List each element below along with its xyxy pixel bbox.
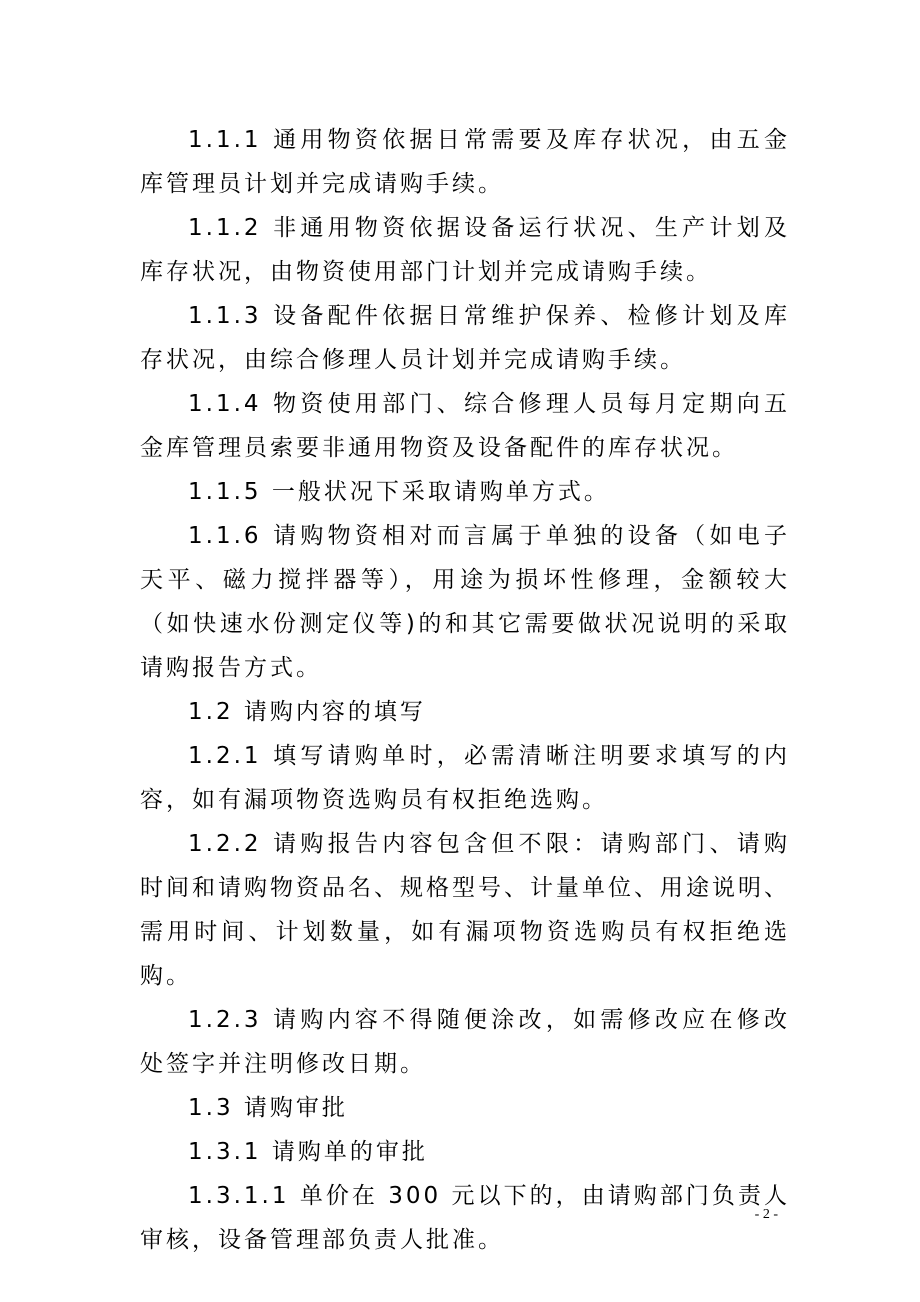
paragraph-1-1-4: 1.1.4 物资使用部门、综合修理人员每月定期向五金库管理员索要非通用物资及设备配件的库存状况。 [140, 391, 790, 461]
paragraph-1-1-3: 1.1.3 设备配件依据日常维护保养、检修计划及库存状况，由综合修理人员计划并完成请购手续。 [140, 303, 790, 373]
paragraph-1-2-3: 1.2.3 请购内容不得随便涂改，如需修改应在修改处签字并注明修改日期。 [140, 1007, 790, 1077]
paragraph-1-2-1: 1.2.1 填写请购单时，必需清晰注明要求填写的内容，如有漏项物资选购员有权拒绝选购。 [140, 743, 790, 813]
section-heading-1-3-1: 1.3.1 请购单的审批 [188, 1139, 428, 1165]
section-heading-1-3: 1.3 请购审批 [188, 1095, 348, 1121]
page-number: - 2 - [754, 1207, 778, 1222]
paragraph-1-1-6: 1.1.6 请购物资相对而言属于单独的设备（如电子天平、磁力搅拌器等），用途为损坏性修理，金额较大（如快速水份测定仪等)的和其它需要做状况说明的采取请购报告方式。 [140, 523, 790, 681]
paragraph-1-3-1-1: 1.3.1.1 单价在 300 元以下的，由请购部门负责人审核，设备管理部负责人批准。 [140, 1183, 790, 1253]
paragraph-1-1-1: 1.1.1 通用物资依据日常需要及库存状况，由五金库管理员计划并完成请购手续。 [140, 127, 790, 197]
paragraph-1-1-2: 1.1.2 非通用物资依据设备运行状况、生产计划及库存状况，由物资使用部门计划并完成请购手续。 [140, 215, 790, 285]
document-body [140, 118, 790, 1262]
section-heading-1-2: 1.2 请购内容的填写 [188, 699, 426, 725]
paragraph-1-1-5: 1.1.5 一般状况下采取请购单方式。 [188, 479, 610, 505]
paragraph-1-2-2: 1.2.2 请购报告内容包含但不限：请购部门、请购时间和请购物资品名、规格型号、计量单位、用途说明、需用时间、计划数量，如有漏项物资选购员有权拒绝选购。 [140, 831, 790, 989]
